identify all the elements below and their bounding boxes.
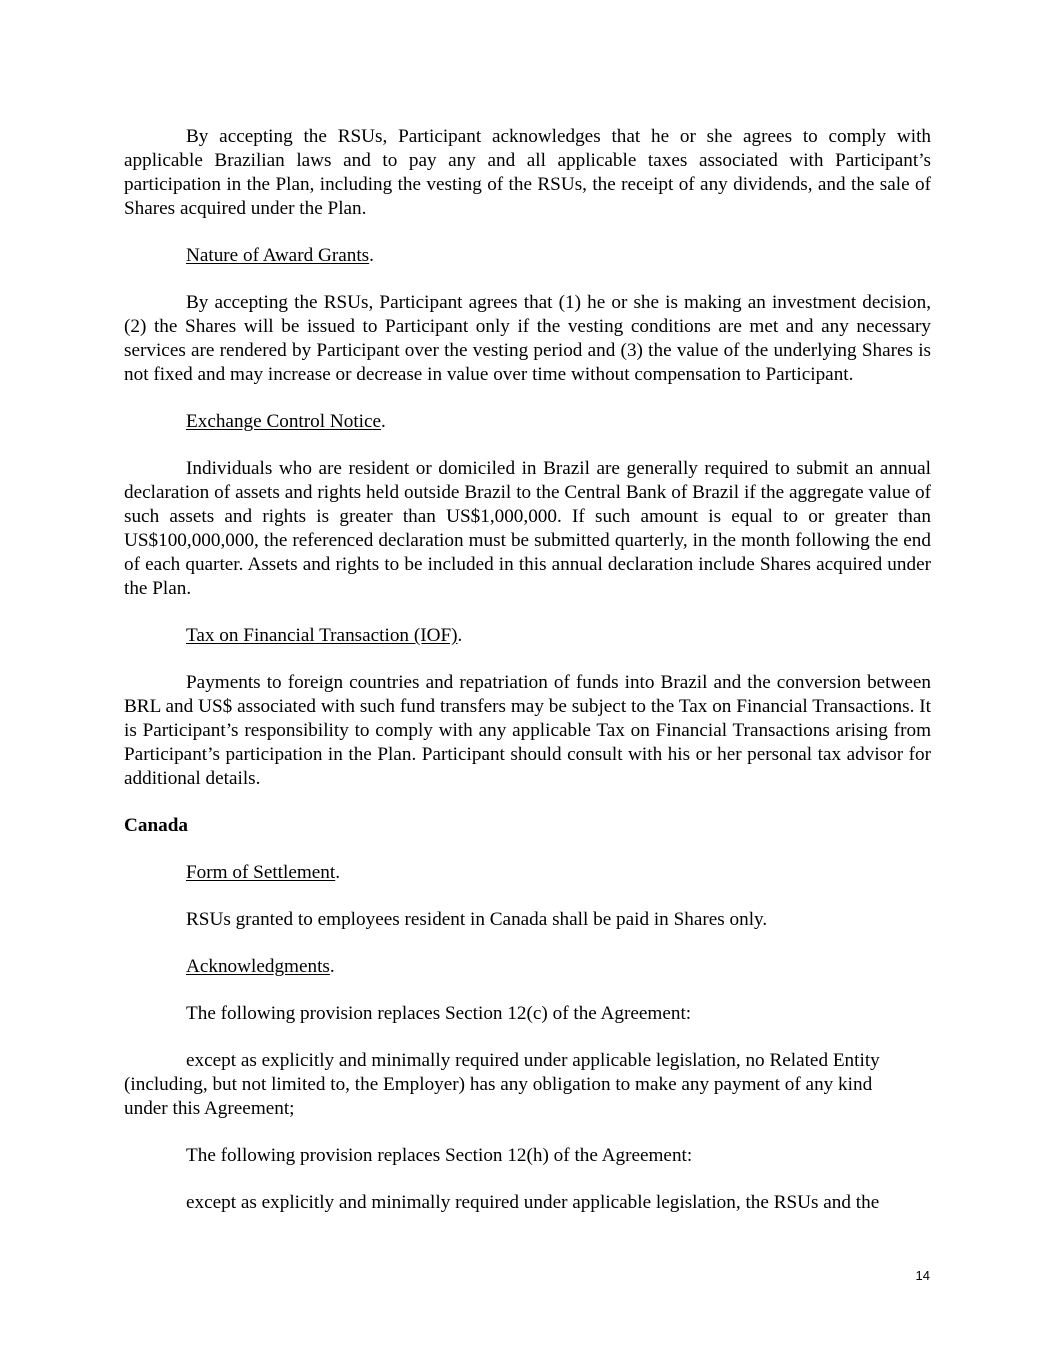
heading-period: . bbox=[457, 625, 463, 646]
heading-period: . bbox=[329, 956, 335, 977]
section-heading-tax-on-financial-transaction bbox=[124, 624, 931, 648]
country-heading-canada: Canada bbox=[124, 815, 188, 836]
heading-period: . bbox=[381, 411, 386, 432]
paragraph-replaces-12c: The following provision replaces Section 12(c) of the Agreement: bbox=[186, 1003, 692, 1024]
heading-text: Tax on Financial Transaction (IOF) bbox=[186, 625, 458, 646]
section-heading-form-of-settlement bbox=[124, 861, 931, 885]
paragraph-nature-of-award: By accepting the RSUs, Participant agrees that (1) he or she is making an investment decision, (2) the Shares will be issued to Participant only if the vesting conditions are met and any necessary services are rendered by Participant over the vesting period and (3) the value of the underlying Shares is not fixed and may increase or decrease in value over time without compensation to Participant. bbox=[124, 292, 931, 385]
paragraph-brazil-compliance: By accepting the RSUs, Participant acknowledges that he or she agrees to comply with applicable Brazilian laws and to pay any and all applicable taxes associated with Participant’s participation in the Plan, including the vesting of the RSUs, the receipt of any dividends, and the sale of Shares acquired under the Plan. bbox=[124, 126, 931, 219]
section-heading-acknowledgments bbox=[124, 955, 931, 979]
heading-text: Exchange Control Notice bbox=[186, 411, 382, 432]
document-page bbox=[124, 125, 931, 1238]
section-heading-exchange-control-notice bbox=[124, 410, 931, 434]
heading-period: . bbox=[335, 862, 341, 883]
heading-period: . bbox=[369, 245, 374, 266]
paragraph-iof: Payments to foreign countries and repatriation of funds into Brazil and the conversion between BRL and US$ associated with such fund transfers may be subject to the Tax on Financial Transactions. It is Participant’s responsibility to comply with any applicable Tax on Financial Transactions arising from Participant’s participation in the Plan. Participant should consult with his or her personal tax advisor for additional details. bbox=[124, 672, 931, 789]
paragraph-no-related-entity-obligation: except as explicitly and minimally required under applicable legislation, no Related Entity (including, but not limited to, the Employer) has any obligation to make any payment of any kind under this Agreement; bbox=[124, 1050, 880, 1119]
heading-text: Form of Settlement bbox=[186, 862, 336, 883]
heading-text: Acknowledgments bbox=[186, 956, 330, 977]
paragraph-settlement: RSUs granted to employees resident in Canada shall be paid in Shares only. bbox=[186, 909, 768, 930]
section-heading-nature-of-award-grants bbox=[124, 244, 931, 268]
page-number: 14 bbox=[915, 1268, 930, 1283]
heading-text: Nature of Award Grants bbox=[186, 245, 370, 266]
paragraph-exchange-control: Individuals who are resident or domiciled in Brazil are generally required to submit an annual declaration of assets and rights held outside Brazil to the Central Bank of Brazil if the aggregate value of such assets and rights is greater than US$1,000,000. If such amount is equal to or greater than US$100,000,000, the referenced declaration must be submitted quarterly, in the month following the end of each quarter. Assets and rights to be included in this annual declaration include Shares acquired under the Plan. bbox=[124, 458, 931, 599]
paragraph-rsus-continuation: except as explicitly and minimally required under applicable legislation, the RSUs and the bbox=[186, 1192, 880, 1213]
paragraph-replaces-12h: The following provision replaces Section 12(h) of the Agreement: bbox=[186, 1145, 693, 1166]
